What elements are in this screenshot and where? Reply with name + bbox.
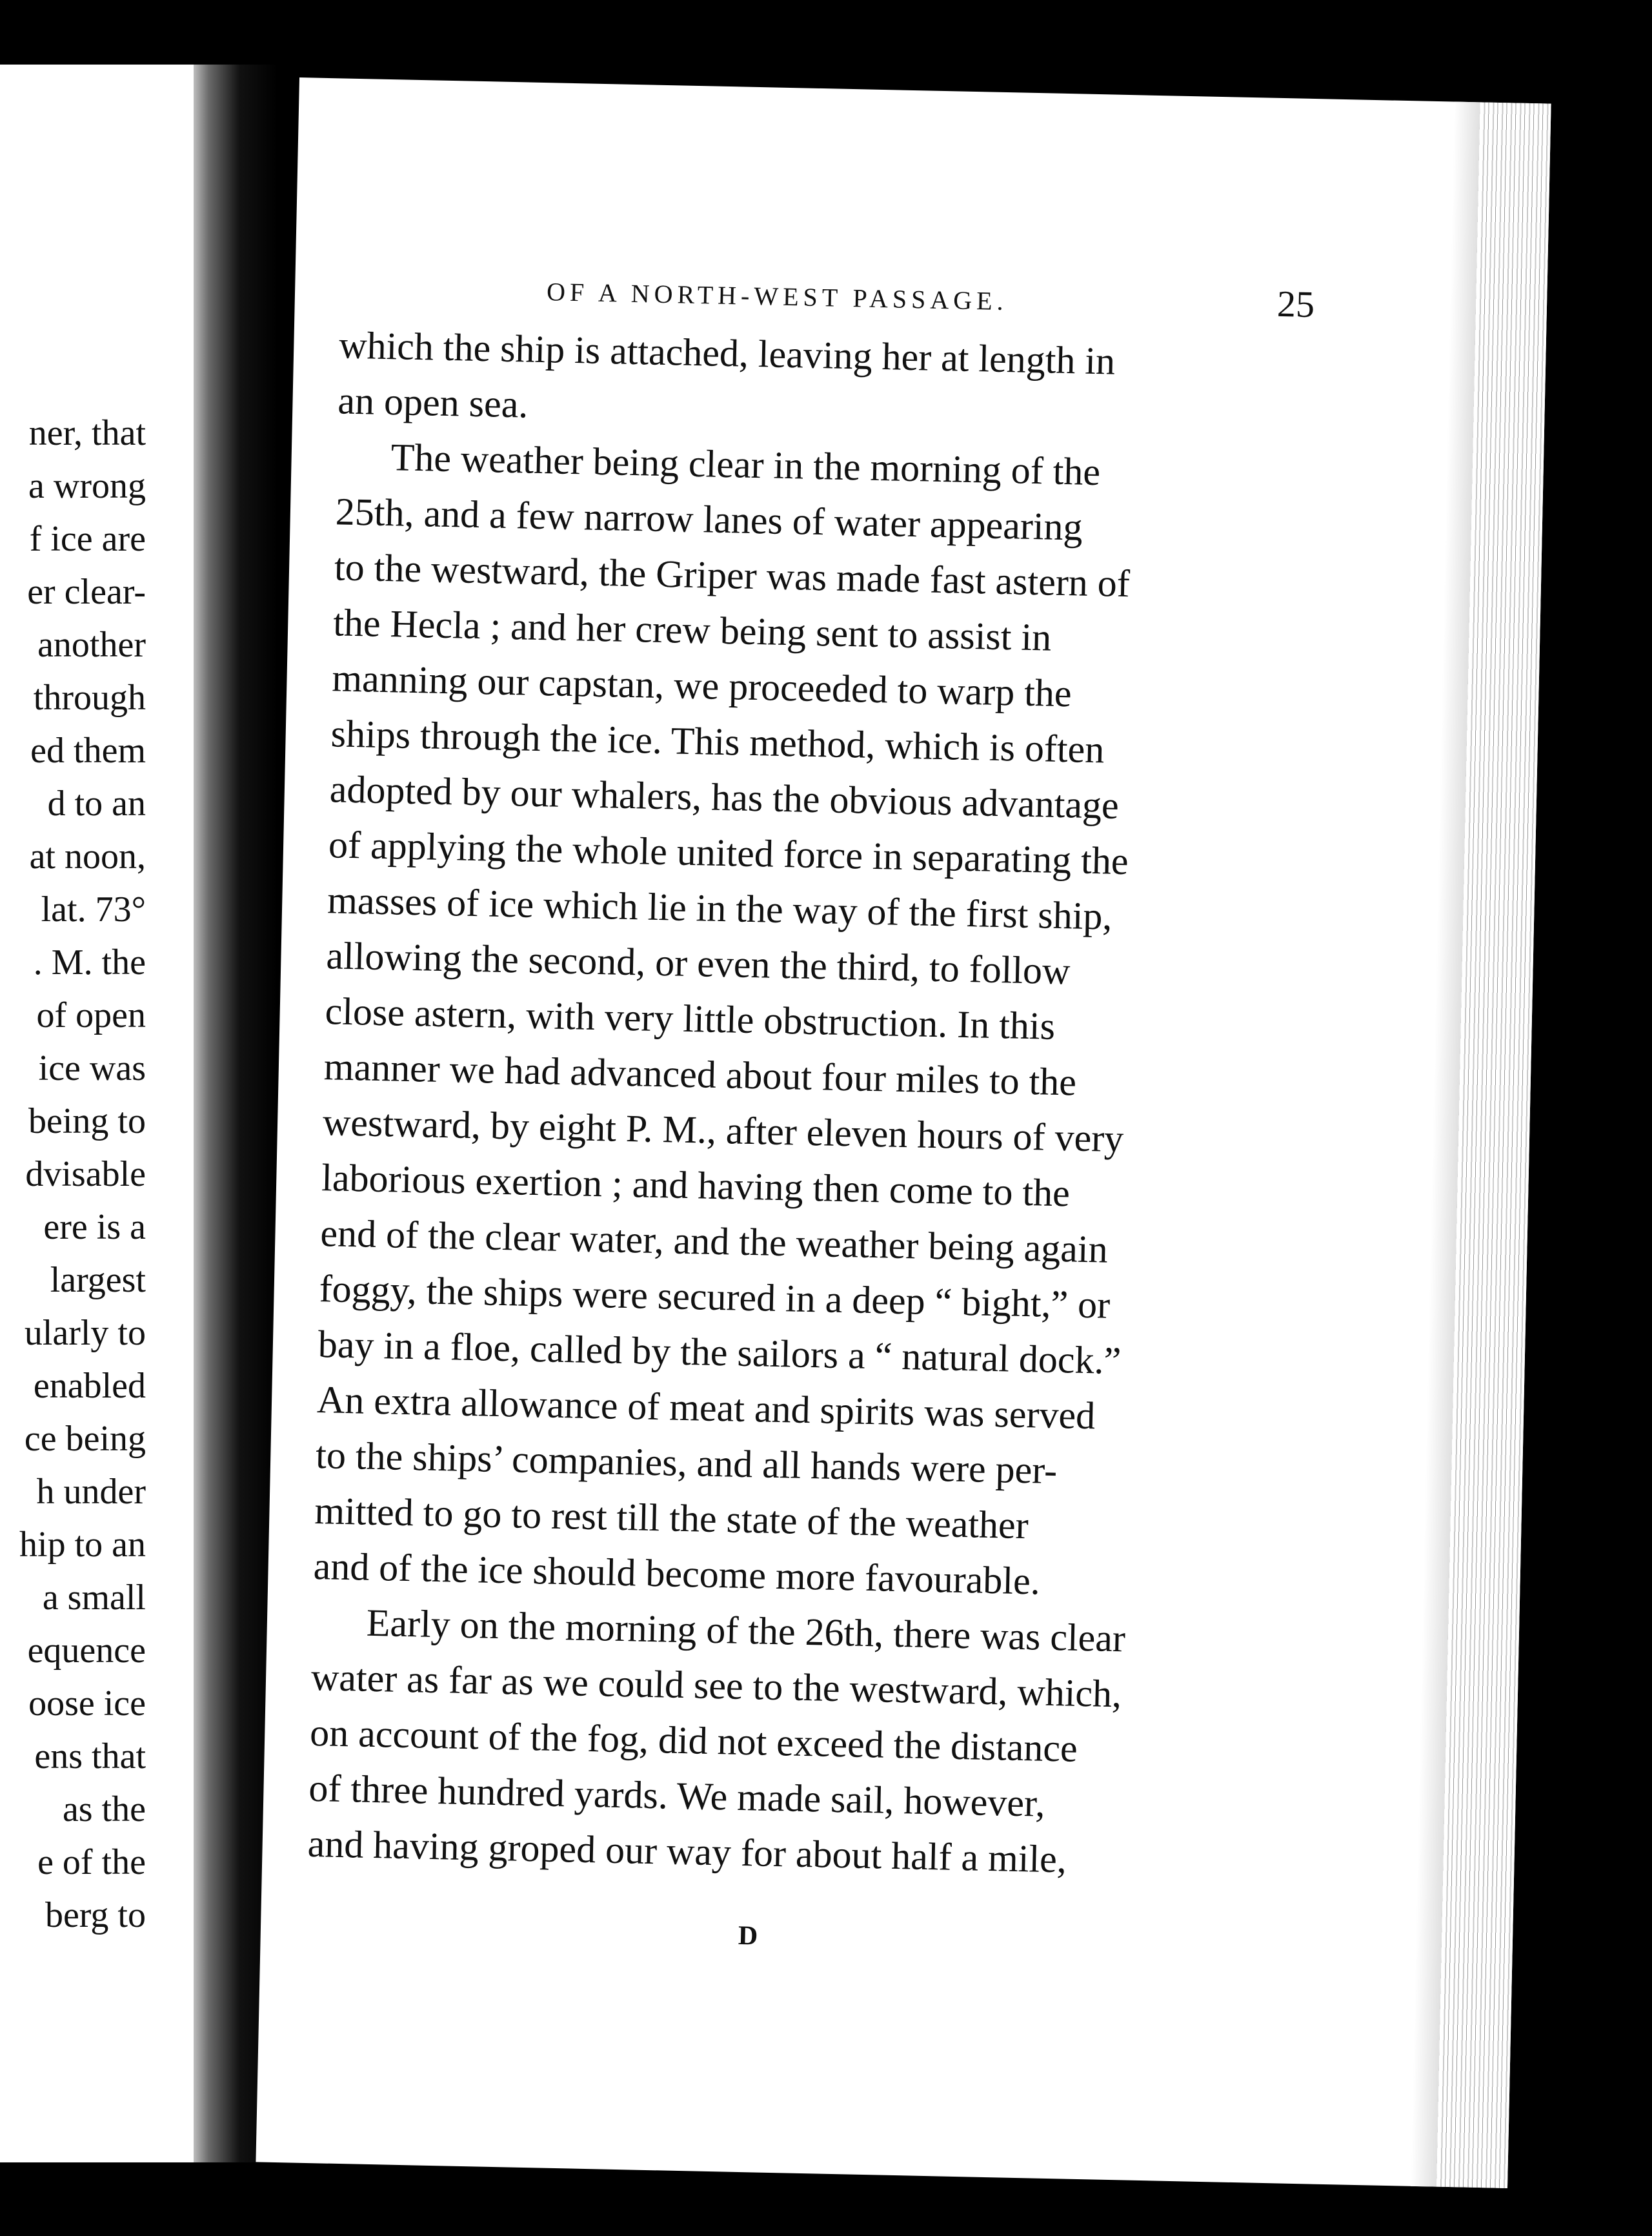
left-page-line: h under [36, 1472, 146, 1512]
body-line: adopted by our whalers, has the obvious advantage [329, 767, 1120, 827]
body-line: on account of the fog, did not exceed the distance [309, 1711, 1078, 1770]
left-page-line: ice was [38, 1048, 146, 1088]
right-page [256, 77, 1551, 2188]
signature-mark: D [738, 1920, 758, 1951]
body-line: which the ship is attached, leaving her at length in [338, 323, 1116, 383]
running-head: OF A NORTH-WEST PASSAGE. [546, 277, 1009, 316]
body-line: allowing the second, or even the third, to follow [325, 934, 1071, 993]
body-line: Early on the morning of the 26th, there was clear [366, 1601, 1126, 1660]
body-line: foggy, the ships were secured in a deep “ bight,” or [319, 1267, 1111, 1326]
left-page-line: . M. the [33, 942, 146, 982]
left-page-line: ce being [24, 1419, 146, 1459]
body-line: and having groped our way for about half a mile, [307, 1822, 1067, 1881]
body-line: of three hundred yards. We made sail, however, [308, 1766, 1046, 1825]
left-page-line: a wrong [28, 466, 146, 506]
left-page-line: enabled [33, 1366, 146, 1406]
left-page-line: er clear- [27, 572, 146, 612]
body-line: westward, by eight P. M., after eleven hours of very [322, 1101, 1124, 1161]
left-page-line: berg to [45, 1895, 146, 1935]
body-line: manning our capstan, we proceeded to warp the [331, 656, 1073, 715]
left-page-line: f ice are [29, 519, 146, 559]
left-page-line: ularly to [24, 1313, 146, 1353]
left-page-line: another [37, 625, 146, 665]
body-line: laborious exertion ; and having then come to the [321, 1156, 1071, 1215]
body-text [307, 317, 1307, 1891]
left-page-line: e of the [37, 1842, 146, 1882]
left-page-line: a small [42, 1578, 146, 1618]
left-page-line: equence [27, 1631, 146, 1671]
body-line: mitted to go to rest till the state of the weather [314, 1489, 1029, 1547]
left-page-line: ens that [34, 1736, 146, 1776]
body-line: of applying the whole united force in separating the [328, 823, 1129, 883]
body-line: close astern, with very little obstruction. In this [325, 990, 1056, 1048]
left-page-line: ed them [30, 731, 146, 771]
left-page-line: ner, that [28, 413, 146, 453]
left-page-line: dvisable [25, 1154, 146, 1194]
left-page-line: through [33, 678, 146, 718]
body-line: water as far as we could see to the westward, which, [310, 1655, 1122, 1716]
body-line: masses of ice which lie in the way of the first ship, [327, 879, 1113, 938]
left-page-line: d to an [47, 784, 146, 824]
body-line: to the westward, the Griper was made fast astern of [334, 545, 1131, 605]
body-line: bay in a floe, called by the sailors a “ natural dock.” [317, 1323, 1122, 1383]
left-page-line: ere is a [43, 1207, 146, 1247]
left-page-text-column [0, 407, 146, 1942]
left-page-line: largest [50, 1260, 146, 1300]
body-line: end of the clear water, and the weather being again [319, 1212, 1109, 1271]
body-line: The weather being clear in the morning of the [390, 436, 1101, 494]
left-page-line: being to [28, 1101, 146, 1141]
body-line: to the ships’ companies, and all hands were per- [315, 1434, 1058, 1492]
left-page-line: of open [36, 995, 146, 1035]
left-facing-page [0, 65, 194, 2162]
body-line: and of the ice should become more favourable. [313, 1545, 1041, 1603]
body-line: the Hecla ; and her crew being sent to assist in [332, 601, 1052, 659]
left-page-line: oose ice [28, 1683, 146, 1723]
body-line: 25th, and a few narrow lanes of water appearing [335, 490, 1083, 549]
body-line: manner we had advanced about four miles to the [323, 1045, 1077, 1104]
body-line: ships through the ice. This method, which is often [330, 712, 1105, 771]
left-page-line: at noon, [29, 837, 146, 877]
left-page-line: hip to an [19, 1525, 146, 1565]
page-number: 25 [1276, 282, 1315, 326]
left-page-line: as the [62, 1789, 146, 1829]
left-page-line: lat. 73° [41, 889, 146, 930]
body-line: an open sea. [337, 379, 529, 426]
body-line: An extra allowance of meat and spirits was served [316, 1378, 1096, 1438]
